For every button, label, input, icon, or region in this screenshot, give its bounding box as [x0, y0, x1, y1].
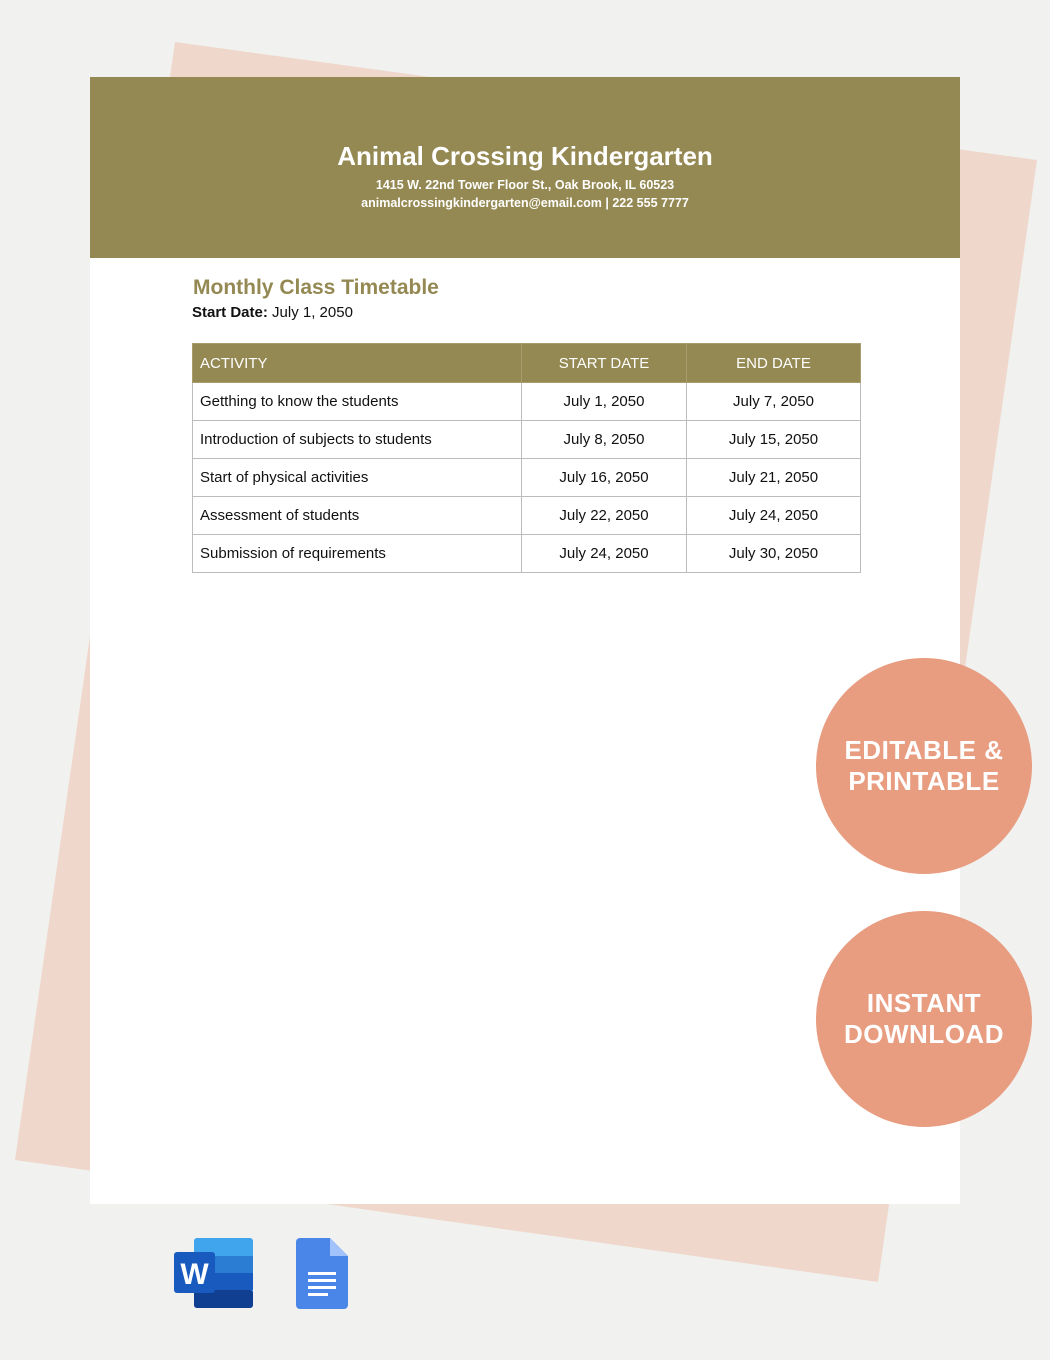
activity-cell: Assessment of students — [193, 497, 522, 535]
google-docs-icon[interactable] — [296, 1238, 348, 1310]
activity-cell: Introduction of subjects to students — [193, 421, 522, 459]
table-header-row — [193, 344, 861, 383]
end-cell: July 7, 2050 — [687, 383, 861, 421]
badge-line: EDITABLE & — [844, 735, 1004, 765]
doc-title: Monthly Class Timetable — [193, 276, 439, 299]
microsoft-word-icon[interactable] — [174, 1238, 254, 1308]
badge-line: DOWNLOAD — [844, 1019, 1004, 1049]
school-name: Animal Crossing Kindergarten — [337, 141, 713, 171]
end-cell: July 15, 2050 — [687, 421, 861, 459]
instant-download-badge — [816, 911, 1032, 1127]
activity-cell: Submission of requirements — [193, 535, 522, 573]
start-cell: July 16, 2050 — [522, 459, 687, 497]
table-row — [193, 535, 861, 573]
start-date — [192, 304, 353, 321]
badge-line: INSTANT — [866, 988, 982, 1018]
end-cell: July 21, 2050 — [687, 459, 861, 497]
word-letter: W — [180, 1258, 209, 1291]
document-header — [90, 77, 960, 258]
end-cell: July 24, 2050 — [687, 497, 861, 535]
start-cell: July 8, 2050 — [522, 421, 687, 459]
table-row — [193, 421, 861, 459]
start-date-label: Start Date: — [192, 304, 268, 321]
col-end-date: END DATE — [687, 344, 861, 383]
activity-cell: Getthing to know the students — [193, 383, 522, 421]
address: 1415 W. 22nd Tower Floor St., Oak Brook, IL 60523 — [375, 178, 675, 192]
editable-printable-badge — [816, 658, 1032, 874]
end-cell: July 30, 2050 — [687, 535, 861, 573]
start-date-value: July 1, 2050 — [272, 304, 353, 321]
activity-cell: Start of physical activities — [193, 459, 522, 497]
table-row — [193, 497, 861, 535]
table-row — [193, 459, 861, 497]
col-activity: ACTIVITY — [193, 344, 522, 383]
start-cell: July 22, 2050 — [522, 497, 687, 535]
table-row — [193, 383, 861, 421]
col-start-date: START DATE — [522, 344, 687, 383]
contact: animalcrossingkindergarten@email.com | 222 555 7777 — [361, 196, 689, 210]
start-cell: July 1, 2050 — [522, 383, 687, 421]
badge-line: PRINTABLE — [848, 766, 1000, 796]
timetable — [192, 343, 861, 573]
start-cell: July 24, 2050 — [522, 535, 687, 573]
